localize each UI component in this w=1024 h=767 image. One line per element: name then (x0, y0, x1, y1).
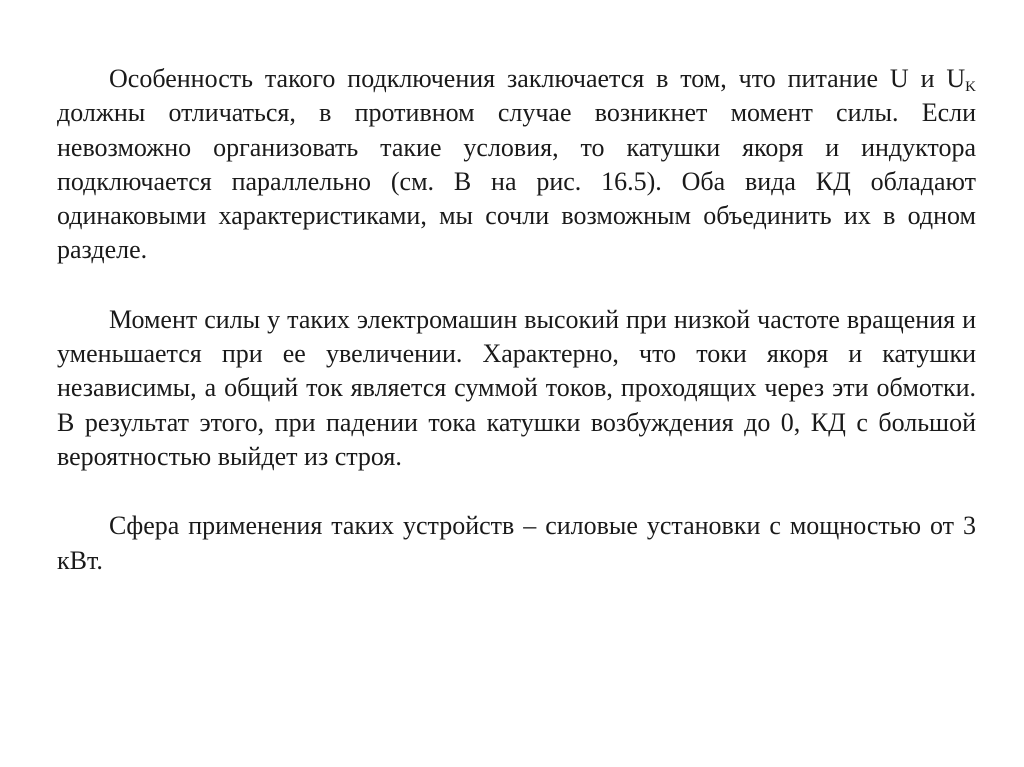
paragraph-text: Особенность такого подключения заключается в том, что питание U и U (109, 64, 966, 93)
paragraph-torque: Момент силы у таких электромашин высокий при низкой частоте вращения и уменьшается при ее увеличении. Характерно, что токи якоря и катушки независимы, а общий ток является суммой токов, проходящих через эти обмотки. В результат этого, при падении тока катушки возбуждения до 0, КД с большой вероятностью выйдет из строя. (57, 304, 976, 471)
paragraph-text: должны отличаться, в противном случае возникнет момент силы. Если невозможно организовать такие условия, то катушки якоря и индуктора подключается параллельно (см. В на рис. 16.5). Оба вида КД обладают одинаковыми характеристиками, мы сочли возможным объединить их в одном разделе. (57, 98, 976, 265)
paragraph-connection-features (57, 62, 976, 268)
paragraph-application: Сфера применения таких устройств – силовые установки с мощностью от 3 кВт. (57, 511, 976, 575)
document-body (57, 62, 976, 578)
subscript-k: K (965, 79, 976, 95)
